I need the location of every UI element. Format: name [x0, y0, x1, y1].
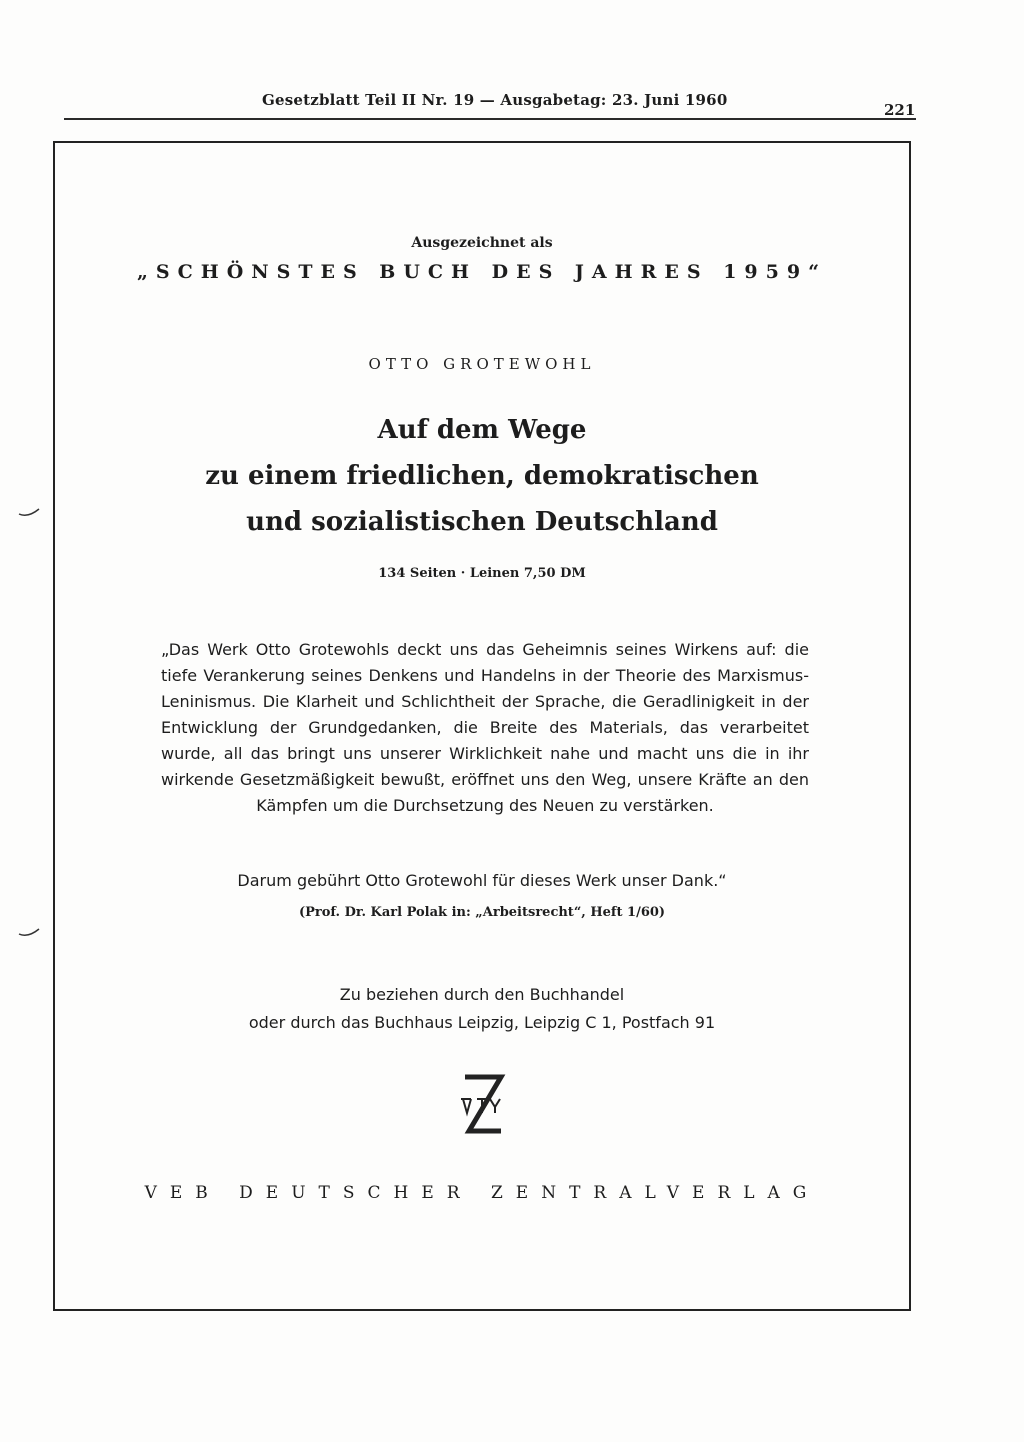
margin-check-mark-icon	[18, 928, 40, 938]
distribution-line: oder durch das Buchhaus Leipzig, Leipzig C 1, Postfach 91	[248, 1013, 716, 1032]
award-prefix: Ausgezeichnet als	[411, 235, 553, 251]
book-title	[55, 407, 909, 545]
award-title: „SCHÖNSTES BUCH DES JAHRES 1959“	[136, 261, 828, 283]
margin-check-mark-icon	[18, 508, 40, 518]
book-title-line: und sozialistischen Deutschland	[246, 507, 718, 537]
distribution-info	[55, 981, 909, 1037]
book-author: OTTO GROTEWOHL	[368, 355, 596, 373]
page-number: 221	[884, 101, 916, 119]
book-title-line: Auf dem Wege	[377, 415, 587, 445]
header-rule	[64, 118, 916, 120]
distribution-line: Zu beziehen durch den Buchhandel	[339, 985, 625, 1004]
publisher-logo-icon	[457, 1069, 507, 1139]
publisher-name: VEB DEUTSCHER ZENTRALVERLAG	[144, 1183, 820, 1203]
book-details: 134 Seiten · Leinen 7,50 DM	[378, 566, 586, 581]
review-quote: „Das Werk Otto Grotewohls deckt uns das Geheimnis seines Wirkens auf: die tiefe Verankerung seines Denkens und Handelns in der Theorie des Marxismus-Leninismus. Die Klarheit und Schlichtheit der Sprache, die Geradlinigkeit in der Entwicklung der Grundgedanken, die Breite des Materials, das verarbeitet wurde, all das bringt uns unserer Wirklichkeit nahe und macht uns die in ihr wirkende Gesetzmäßigkeit bewußt, eröffnet uns den Weg, unsere Kräfte an den Kämpfen um die Durchsetzung des Neuen zu verstärken.	[161, 640, 809, 815]
review-quote-closing: Darum gebührt Otto Grotewohl für dieses Werk unser Dank.“	[237, 871, 727, 890]
advertisement-frame	[53, 141, 911, 1311]
book-title-line: zu einem friedlichen, demokratischen	[205, 461, 759, 491]
review-quote-source: (Prof. Dr. Karl Polak in: „Arbeitsrecht“, Heft 1/60)	[298, 905, 666, 920]
running-header: Gesetzblatt Teil II Nr. 19 — Ausgabetag: 23. Juni 1960	[262, 91, 728, 109]
